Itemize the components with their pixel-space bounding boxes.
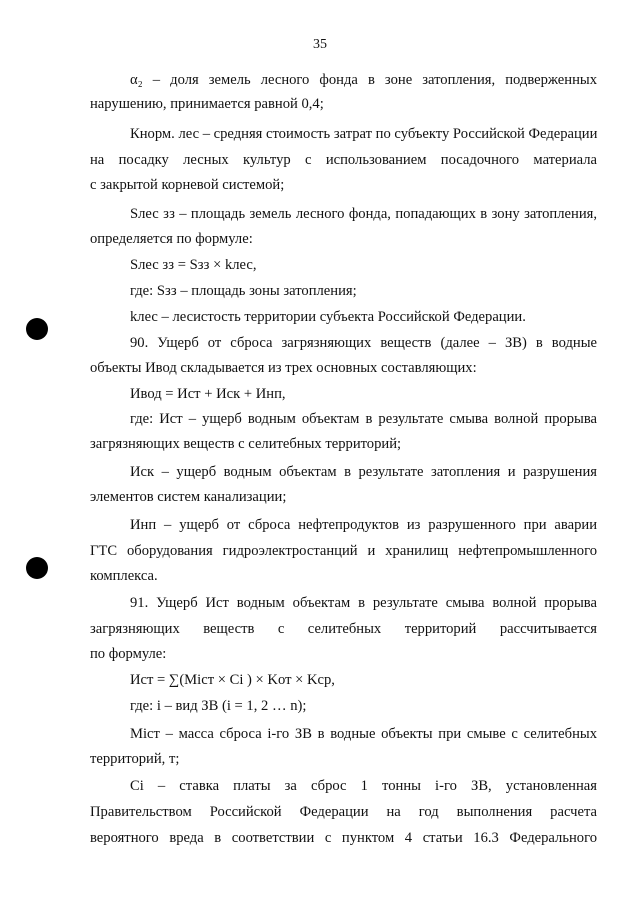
text-line: α₂ – доля земель лесного фонда в зоне затопления, подверженных xyxy=(130,72,597,88)
formula-line: Ивод = Ист + Иск + Инп, xyxy=(130,386,286,402)
text-line: где: Sзз – площадь зоны затопления; xyxy=(130,283,357,299)
punch-hole-top xyxy=(26,318,48,340)
text-line: территорий, т; xyxy=(90,751,180,767)
formula-line: Ист = ∑(Miст × Ci ) × Kот × Kср, xyxy=(130,672,335,688)
page-number: 35 xyxy=(313,37,327,52)
text-line: нарушению, принимается равной 0,4; xyxy=(90,96,324,112)
text-line: по формуле: xyxy=(90,646,167,662)
text-line: 91. Ущерб Ист водным объектам в результате смыва волной прорыва xyxy=(130,595,597,611)
text-line: загрязняющих веществ с селитебных территорий; xyxy=(90,436,402,452)
text-line: Miст – масса сброса i-го ЗВ в водные объекты при смыве с селитебных xyxy=(130,726,597,742)
formula-line: Sлес зз = Sзз × kлес, xyxy=(130,257,257,273)
text-line: Кнорм. лес – средняя стоимость затрат по субъекту Российской Федерации xyxy=(130,126,598,142)
text-line: на посадку лесных культур с использованием посадочного материала xyxy=(90,152,597,168)
text-line: вероятного вреда в соответствии с пунктом 4 статьи 16.3 Федерального xyxy=(90,830,597,846)
text-line: с закрытой корневой системой; xyxy=(90,177,285,193)
text-line: где: i – вид ЗВ (i = 1, 2 … n); xyxy=(130,698,307,714)
text-line: комплекса. xyxy=(90,568,158,584)
text-line: Ci – ставка платы за сброс 1 тонны i-го ЗВ, установленная xyxy=(130,778,597,794)
text-line: объекты Ивод складывается из трех основных составляющих: xyxy=(90,360,477,376)
text-line: где: Ист – ущерб водным объектам в результате смыва волной прорыва xyxy=(130,411,597,427)
text-line: определяется по формуле: xyxy=(90,231,253,247)
text-line: Sлес зз – площадь земель лесного фонда, попадающих в зону затопления, xyxy=(130,206,597,222)
text-line: kлес – лесистость территории субъекта Российской Федерации. xyxy=(130,309,526,325)
punch-hole-bottom xyxy=(26,557,48,579)
text-line: загрязняющих веществ с селитебных территорий рассчитывается xyxy=(90,621,597,637)
text-line: ГТС оборудования гидроэлектростанций и хранилищ нефтепромышленного xyxy=(90,543,597,559)
text-line: элементов систем канализации; xyxy=(90,489,287,505)
text-line: Инп – ущерб от сброса нефтепродуктов из разрушенного при аварии xyxy=(130,517,597,533)
text-line: Иск – ущерб водным объектам в результате затопления и разрушения xyxy=(130,464,597,480)
text-line: Правительством Российской Федерации на год выполнения расчета xyxy=(90,804,597,820)
text-line: 90. Ущерб от сброса загрязняющих веществ (далее – ЗВ) в водные xyxy=(130,335,597,351)
